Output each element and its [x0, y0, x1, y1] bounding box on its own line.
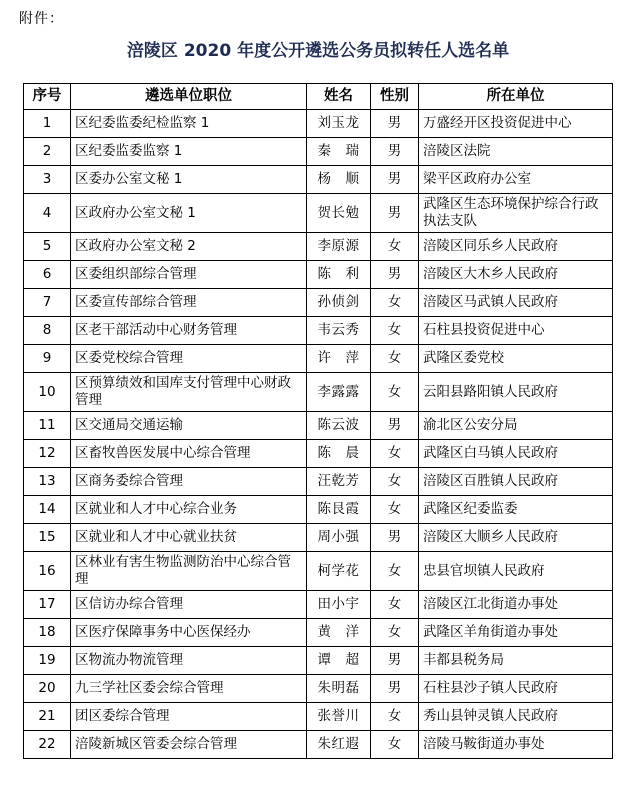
table-row [24, 496, 613, 524]
cell-serial-no: 17 [24, 591, 71, 619]
cell-serial-no: 3 [24, 166, 71, 194]
document-title: 涪陵区 2020 年度公开遴选公务员拟转任人选名单 [126, 41, 510, 61]
cell-current-unit: 梁平区政府办公室 [419, 166, 613, 194]
table-row [24, 552, 613, 591]
cell-name: 朱明磊 [307, 675, 371, 703]
cell-name: 张誉川 [307, 703, 371, 731]
header-name: 姓名 [307, 84, 371, 110]
cell-serial-no: 5 [24, 233, 71, 261]
cell-name: 韦云秀 [307, 317, 371, 345]
table-row [24, 138, 613, 166]
cell-name: 陈 晨 [307, 440, 371, 468]
cell-current-unit: 武隆区委党校 [419, 345, 613, 373]
cell-sex: 男 [371, 194, 419, 233]
cell-position: 区政府办公室文秘 2 [71, 233, 307, 261]
cell-serial-no: 2 [24, 138, 71, 166]
cell-name: 贺长勉 [307, 194, 371, 233]
cell-position: 团区委综合管理 [71, 703, 307, 731]
cell-sex: 女 [371, 440, 419, 468]
cell-position: 涪陵新城区管委会综合管理 [71, 731, 307, 759]
cell-sex: 女 [371, 289, 419, 317]
cell-current-unit: 涪陵区百胜镇人民政府 [419, 468, 613, 496]
cell-current-unit: 涪陵区同乐乡人民政府 [419, 233, 613, 261]
cell-name: 刘玉龙 [307, 110, 371, 138]
cell-sex: 女 [371, 591, 419, 619]
table-row [24, 524, 613, 552]
cell-sex: 女 [371, 468, 419, 496]
cell-position: 区纪委监委纪检监察 1 [71, 110, 307, 138]
table-row [24, 317, 613, 345]
cell-position: 区林业有害生物监测防治中心综合管理 [71, 552, 307, 591]
cell-sex: 男 [371, 412, 419, 440]
cell-sex: 女 [371, 373, 419, 412]
cell-sex: 男 [371, 261, 419, 289]
cell-position: 区委党校综合管理 [71, 345, 307, 373]
cell-sex: 女 [371, 703, 419, 731]
header-serial-no: 序号 [24, 84, 71, 110]
cell-name: 柯学花 [307, 552, 371, 591]
cell-serial-no: 14 [24, 496, 71, 524]
cell-sex: 女 [371, 345, 419, 373]
cell-position: 区医疗保障事务中心医保经办 [71, 619, 307, 647]
cell-position: 区就业和人才中心综合业务 [71, 496, 307, 524]
cell-current-unit: 武隆区纪委监委 [419, 496, 613, 524]
cell-name: 黄 洋 [307, 619, 371, 647]
cell-position: 区交通局交通运输 [71, 412, 307, 440]
cell-position: 九三学社区委会综合管理 [71, 675, 307, 703]
cell-current-unit: 云阳县路阳镇人民政府 [419, 373, 613, 412]
cell-sex: 男 [371, 138, 419, 166]
cell-serial-no: 11 [24, 412, 71, 440]
cell-serial-no: 21 [24, 703, 71, 731]
cell-position: 区信访办综合管理 [71, 591, 307, 619]
cell-current-unit: 涪陵区法院 [419, 138, 613, 166]
cell-name: 陈云波 [307, 412, 371, 440]
cell-position: 区就业和人才中心就业扶贫 [71, 524, 307, 552]
cell-current-unit: 武隆区白马镇人民政府 [419, 440, 613, 468]
cell-sex: 男 [371, 166, 419, 194]
cell-sex: 女 [371, 619, 419, 647]
cell-current-unit: 石柱县沙子镇人民政府 [419, 675, 613, 703]
cell-serial-no: 1 [24, 110, 71, 138]
cell-name: 谭 超 [307, 647, 371, 675]
cell-sex: 男 [371, 647, 419, 675]
cell-position: 区政府办公室文秘 1 [71, 194, 307, 233]
cell-current-unit: 秀山县钟灵镇人民政府 [419, 703, 613, 731]
cell-current-unit: 涪陵马鞍街道办事处 [419, 731, 613, 759]
table-row [24, 166, 613, 194]
cell-serial-no: 9 [24, 345, 71, 373]
table-row [24, 194, 613, 233]
cell-serial-no: 16 [24, 552, 71, 591]
cell-current-unit: 涪陵区江北街道办事处 [419, 591, 613, 619]
table-row [24, 731, 613, 759]
table-row [24, 591, 613, 619]
table-row [24, 373, 613, 412]
cell-name: 秦 瑞 [307, 138, 371, 166]
cell-name: 杨 顺 [307, 166, 371, 194]
cell-serial-no: 7 [24, 289, 71, 317]
cell-name: 朱红遐 [307, 731, 371, 759]
cell-position: 区商务委综合管理 [71, 468, 307, 496]
cell-name: 周小强 [307, 524, 371, 552]
table-row [24, 110, 613, 138]
header-position: 遴选单位职位 [71, 84, 307, 110]
table-row [24, 233, 613, 261]
cell-sex: 男 [371, 524, 419, 552]
table-row [24, 289, 613, 317]
cell-position: 区畜牧兽医发展中心综合管理 [71, 440, 307, 468]
cell-name: 李原源 [307, 233, 371, 261]
cell-serial-no: 12 [24, 440, 71, 468]
cell-sex: 女 [371, 233, 419, 261]
cell-serial-no: 6 [24, 261, 71, 289]
cell-name: 许 萍 [307, 345, 371, 373]
cell-current-unit: 武隆区生态环境保护综合行政执法支队 [419, 194, 613, 233]
cell-name: 孙侦剑 [307, 289, 371, 317]
header-sex: 性别 [371, 84, 419, 110]
cell-name: 陈艮霞 [307, 496, 371, 524]
cell-position: 区老干部活动中心财务管理 [71, 317, 307, 345]
table-header-row [24, 84, 613, 110]
cell-name: 田小宇 [307, 591, 371, 619]
table-row [24, 261, 613, 289]
cell-current-unit: 武隆区羊角街道办事处 [419, 619, 613, 647]
cell-current-unit: 丰都县税务局 [419, 647, 613, 675]
cell-sex: 女 [371, 731, 419, 759]
table-row [24, 703, 613, 731]
cell-serial-no: 22 [24, 731, 71, 759]
cell-serial-no: 4 [24, 194, 71, 233]
cell-position: 区纪委监委监察 1 [71, 138, 307, 166]
cell-sex: 女 [371, 317, 419, 345]
cell-sex: 男 [371, 675, 419, 703]
cell-sex: 女 [371, 552, 419, 591]
table-row [24, 345, 613, 373]
cell-current-unit: 涪陵区马武镇人民政府 [419, 289, 613, 317]
table-row [24, 647, 613, 675]
cell-sex: 女 [371, 496, 419, 524]
table-row [24, 675, 613, 703]
header-current-unit: 所在单位 [419, 84, 613, 110]
cell-current-unit: 涪陵区大顺乡人民政府 [419, 524, 613, 552]
cell-serial-no: 19 [24, 647, 71, 675]
table-row [24, 440, 613, 468]
cell-position: 区委宣传部综合管理 [71, 289, 307, 317]
cell-sex: 男 [371, 110, 419, 138]
cell-current-unit: 石柱县投资促进中心 [419, 317, 613, 345]
cell-serial-no: 8 [24, 317, 71, 345]
cell-current-unit: 渝北区公安分局 [419, 412, 613, 440]
candidate-table [23, 83, 613, 759]
cell-serial-no: 18 [24, 619, 71, 647]
cell-name: 李露露 [307, 373, 371, 412]
table-row [24, 468, 613, 496]
table-row [24, 412, 613, 440]
cell-current-unit: 忠县官坝镇人民政府 [419, 552, 613, 591]
cell-serial-no: 20 [24, 675, 71, 703]
cell-position: 区预算绩效和国库支付管理中心财政管理 [71, 373, 307, 412]
cell-serial-no: 10 [24, 373, 71, 412]
cell-current-unit: 万盛经开区投资促进中心 [419, 110, 613, 138]
cell-current-unit: 涪陵区大木乡人民政府 [419, 261, 613, 289]
cell-name: 陈 利 [307, 261, 371, 289]
cell-serial-no: 15 [24, 524, 71, 552]
cell-position: 区物流办物流管理 [71, 647, 307, 675]
attachment-label: 附件： [19, 11, 64, 27]
cell-position: 区委办公室文秘 1 [71, 166, 307, 194]
cell-name: 汪乾芳 [307, 468, 371, 496]
table-row [24, 619, 613, 647]
cell-serial-no: 13 [24, 468, 71, 496]
cell-position: 区委组织部综合管理 [71, 261, 307, 289]
